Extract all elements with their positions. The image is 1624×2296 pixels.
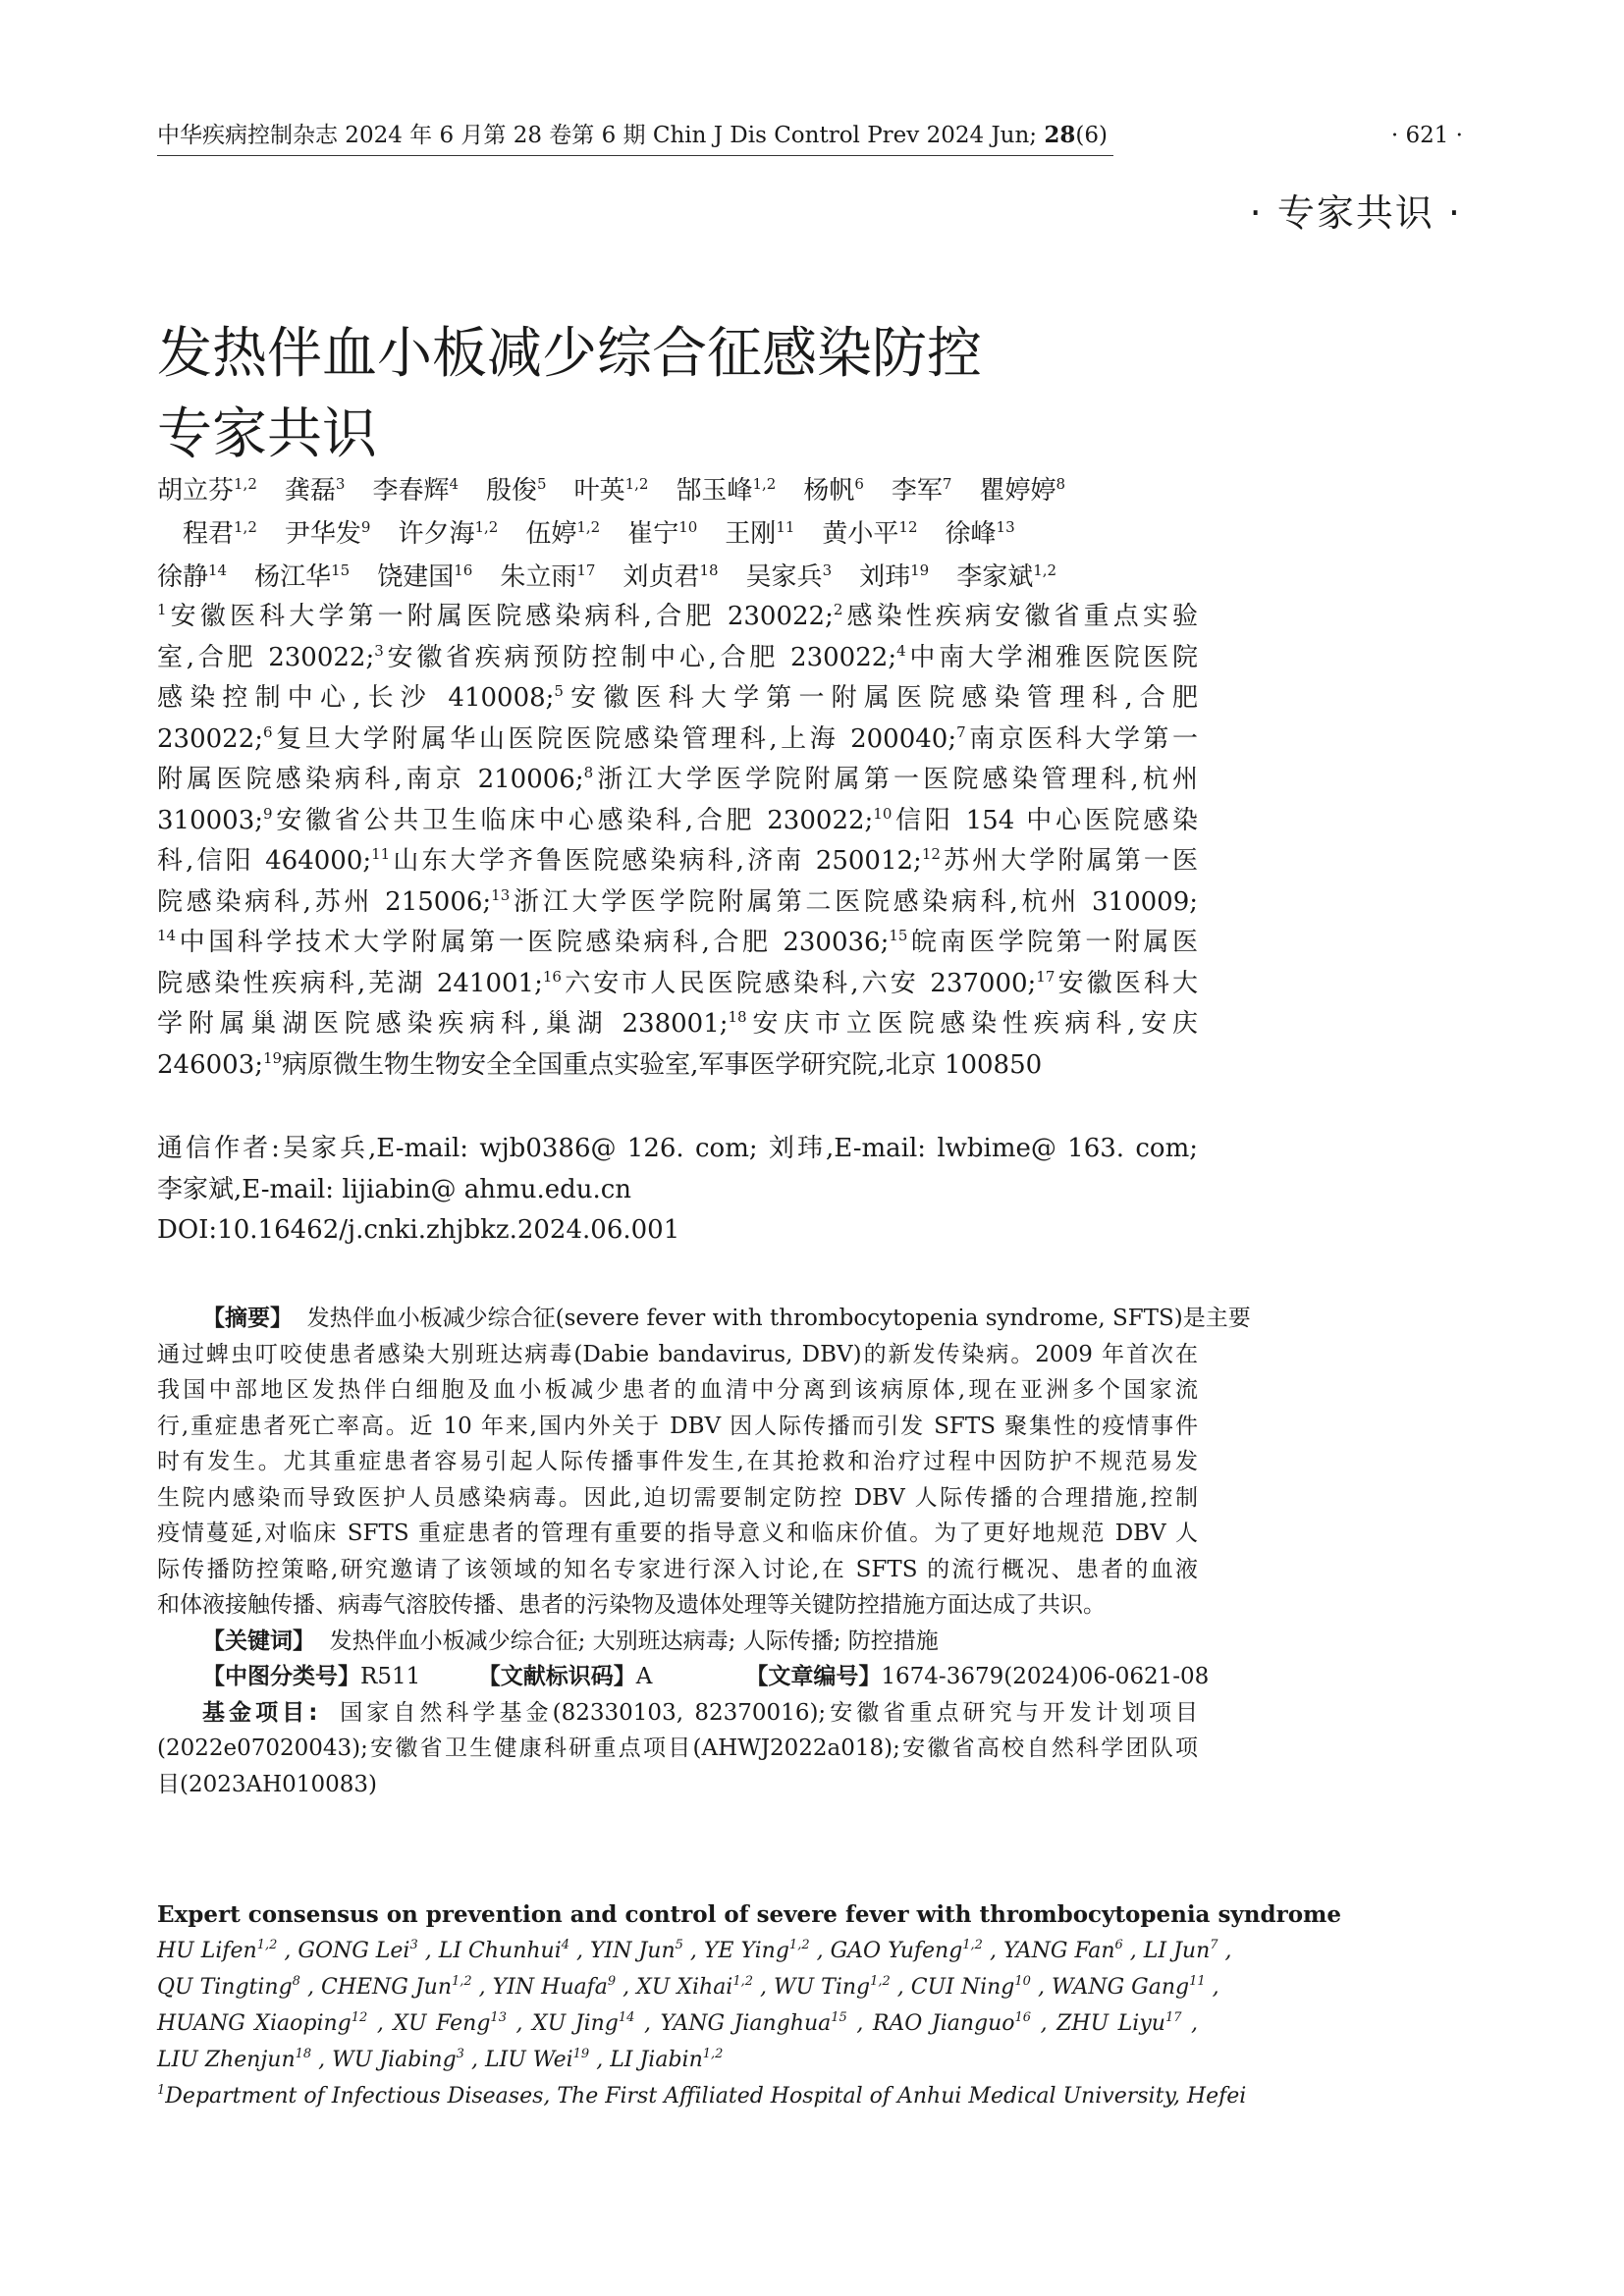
english-abstract-head <box>157 1896 1342 2114</box>
page-number: · 621 · <box>1390 123 1463 148</box>
english-author-name: RAO Jianguo$^{16}$ <box>872 2010 1032 2036</box>
affiliation-line: 230022;$^6$复旦大学附属华山医院医院感染管理科,上海 200040;$^7$南京医科大学第一 <box>157 722 1198 754</box>
author-name: 李春辉$^4$ <box>372 475 459 506</box>
fund-line: 基金项目: 国家自然科学基金(82330103, 82370016);安徽省重点研究与开发计划项目 <box>202 1699 1199 1726</box>
abstract-line: 疫情蔓延,对临床 SFTS 重症患者的管理有重要的指导意义和临床价值。为了更好地规范 DBV 人 <box>157 1521 1198 1546</box>
author-name: 郜玉峰$^{1,2}$ <box>676 475 777 506</box>
author-name: 徐静$^{14}$ <box>157 561 228 592</box>
running-header <box>157 116 1463 155</box>
author-name: 吴家兵$^3$ <box>745 561 833 592</box>
english-author-name: CHENG Jun$^{1,2}$ <box>320 1974 472 2000</box>
abstract-line: 时有发生。尤其重症患者容易引起人际传播事件发生,在其抢救和治疗过程中因防护不规范易发 <box>157 1449 1198 1474</box>
english-author-name: LI Chunhui$^4$ <box>438 1938 570 1963</box>
journal-citation: 中华疾病控制杂志 2024 年 6 月第 28 卷第 6 期 Chin J Dis Control Prev 2024 Jun; 28(6) <box>157 116 1113 156</box>
author-name: 饶建国$^{16}$ <box>377 561 473 592</box>
english-author-name: YANG Jianghua$^{15}$ <box>660 2010 847 2036</box>
english-author-name: GONG Lei$^3$ <box>298 1938 418 1963</box>
affiliation-line: $^1$安徽医科大学第一附属医院感染病科,合肥 230022;$^2$感染性疾病安徽省重点实验 <box>157 601 1198 631</box>
author-name: 王刚$^{11}$ <box>725 518 795 549</box>
english-author-name: XU Feng$^{13}$ <box>393 2010 507 2036</box>
author-row <box>157 469 1208 512</box>
author-name: 朱立雨$^{17}$ <box>500 561 596 592</box>
affiliation-line: $^{14}$中国科学技术大学附属第一医院感染病科,合肥 230036;$^{15}$皖南医学院第一附属医 <box>157 927 1198 957</box>
english-author-row: QU Tingting$^8$ , CHENG Jun$^{1,2}$ , YIN Huafa$^9$ , XU Xihai$^{1,2}$ , WU Ting$^{1,2}$ , CUI Ning$^{10}$ , WANG Gang$^{11}$ , <box>157 1974 1219 2000</box>
author-row <box>157 556 1208 599</box>
abstract-line: 际传播防控策略,研究邀请了该领域的知名专家进行深入讨论,在 SFTS 的流行概况、患者的血液 <box>157 1556 1198 1582</box>
english-author-row: HU Lifen$^{1,2}$ , GONG Lei$^3$ , LI Chunhui$^4$ , YIN Jun$^5$ , YE Ying$^{1,2}$ , GAO Yufeng$^{1,2}$ , YANG Fan$^6$ , LI Jun$^7$ , <box>157 1938 1232 1963</box>
affiliation-line: 附属医院感染病科,南京 210006;$^8$浙江大学医学院附属第一医院感染管理科,杭州 <box>157 764 1198 794</box>
affiliation-line: 科,信阳 464000;$^{11}$山东大学齐鲁医院感染病科,济南 250012;$^{12}$苏州大学附属第一医 <box>157 845 1198 876</box>
classification-row: 【中图分类号】R511 【文献标识码】A 【文章编号】1674-3679(2024)06-0621-08 <box>202 1664 1210 1689</box>
author-name: 伍婷$^{1,2}$ <box>525 518 601 549</box>
author-name: 徐峰$^{13}$ <box>945 518 1015 549</box>
author-name: 尹华发$^9$ <box>284 518 371 549</box>
abstract-line: 和体液接触传播、病毒气溶胶传播、患者的污染物及遗体处理等关键防控措施方面达成了共识。 <box>157 1592 1106 1618</box>
author-name: 殷俊$^5$ <box>486 475 547 506</box>
author-name: 程君$^{1,2}$ <box>183 518 257 549</box>
author-row <box>157 512 1208 556</box>
author-name: 龚磊$^3$ <box>284 475 346 506</box>
author-name: 杨江华$^{15}$ <box>254 561 351 592</box>
english-author-name: WU Ting$^{1,2}$ <box>774 1974 891 2000</box>
abstract-line: 我国中部地区发热伴白细胞及血小板减少患者的血清中分离到该病原体,现在亚洲多个国家流 <box>157 1377 1198 1403</box>
doi: DOI:10.16462/j.cnki.zhjbkz.2024.06.001 <box>157 1215 680 1245</box>
english-author-name: YE Ying$^{1,2}$ <box>703 1938 810 1963</box>
english-affiliation: $^1$Department of Infectious Diseases, The First Affiliated Hospital of Anhui Medical University, Hefei <box>157 2083 1247 2109</box>
english-author-list <box>157 1933 1232 2078</box>
affiliation-line: 310003;$^9$安徽省公共卫生临床中心感染科,合肥 230022;$^{10}$信阳 154 中心医院感染 <box>157 804 1199 835</box>
english-title: Expert consensus on prevention and control of severe fever with thrombocytopenia syndrome <box>157 1901 1342 1928</box>
english-author-name: CUI Ning$^{10}$ <box>910 1974 1031 2000</box>
author-name: 刘贞君$^{18}$ <box>623 561 719 592</box>
english-author-name: YANG Fan$^6$ <box>1002 1938 1123 1963</box>
affiliation-line: 246003;$^{19}$病原微生物生物安全全国重点实验室,军事医学研究院,北京 100850 <box>157 1048 1043 1080</box>
english-author-name: GAO Yufeng$^{1,2}$ <box>830 1938 983 1963</box>
fund-line: (2022e07020043);安徽省卫生健康科研重点项目(AHWJ2022a018);安徽省高校自然科学团队项 <box>157 1735 1198 1761</box>
affiliation-line: 感染控制中心,长沙 410008;$^5$安徽医科大学第一附属医院感染管理科,合肥 <box>157 682 1198 713</box>
english-author-name: XU Jing$^{14}$ <box>532 2010 635 2036</box>
abstract-line: 【摘要】 发热伴血小板减少综合征(severe fever with thrombocytopenia syndrome, SFTS)是主要 <box>202 1306 1251 1331</box>
affiliations <box>157 597 1198 1086</box>
english-author-name: XU Xihai$^{1,2}$ <box>636 1974 754 2000</box>
author-name: 崔宁$^{10}$ <box>627 518 698 549</box>
author-list <box>157 469 1208 599</box>
english-author-name: YIN Jun$^5$ <box>590 1938 683 1963</box>
english-author-name: HU Lifen$^{1,2}$ <box>157 1938 278 1963</box>
abstract-line: 行,重症患者死亡率高。近 10 年来,国内外关于 DBV 因人际传播而引发 SFTS 聚集性的疫情事件 <box>157 1413 1198 1439</box>
english-author-name: ZHU Liyu$^{17}$ <box>1056 2010 1182 2036</box>
english-author-name: LIU Zhenjun$^{18}$ <box>157 2047 312 2072</box>
english-author-name: YIN Huafa$^9$ <box>492 1974 617 2000</box>
affiliation-line: 学附属巢湖医院感染疾病科,巢湖 238001;$^{18}$安庆市立医院感染性疾病科,安庆 <box>157 1008 1199 1039</box>
author-name: 李军$^7$ <box>891 475 952 506</box>
english-author-name: WANG Gang$^{11}$ <box>1051 1974 1206 2000</box>
author-name: 黄小平$^{12}$ <box>822 518 918 549</box>
article-title: 发热伴血小板减少综合征感染防控 专家共识 <box>157 321 982 466</box>
author-name: 刘玮$^{19}$ <box>859 561 930 592</box>
english-author-name: LI Jun$^7$ <box>1143 1938 1218 1963</box>
english-author-name: LI Jiabin$^{1,2}$ <box>610 2047 724 2072</box>
section-label: · 专家共识 · <box>1249 191 1462 235</box>
author-name: 杨帆$^6$ <box>803 475 864 506</box>
author-name: 叶英$^{1,2}$ <box>573 475 649 506</box>
affiliation-line: 室,合肥 230022;$^3$安徽省疾病预防控制中心,合肥 230022;$^4$中南大学湘雅医院医院 <box>157 641 1198 672</box>
english-author-row: HUANG Xiaoping$^{12}$ , XU Feng$^{13}$ , XU Jing$^{14}$ , YANG Jianghua$^{15}$ , RAO Jianguo$^{16}$ , ZHU Liyu$^{17}$ , <box>157 2010 1199 2036</box>
abstract-line: 通过蜱虫叮咬使患者感染大别班达病毒(Dabie bandavirus, DBV)的新发传染病。2009 年首次在 <box>157 1341 1198 1367</box>
affiliation-line: 院感染性疾病科,芜湖 241001;$^{16}$六安市人民医院感染科,六安 237000;$^{17}$安徽医科大 <box>157 967 1198 998</box>
english-author-row: LIU Zhenjun$^{18}$ , WU Jiabing$^3$ , LIU Wei$^{19}$ , LI Jiabin$^{1,2}$ <box>157 2047 724 2072</box>
abstract <box>157 1301 1251 1802</box>
author-name: 李家斌$^{1,2}$ <box>956 561 1057 592</box>
author-name: 胡立芬$^{1,2}$ <box>157 475 257 506</box>
keywords: 【关键词】 发热伴血小板减少综合征; 大别班达病毒; 人际传播; 防控措施 <box>202 1628 939 1654</box>
fund-line: 目(2023AH010083) <box>157 1771 377 1797</box>
correspondence <box>157 1129 1198 1252</box>
english-author-name: LIU Wei$^{19}$ <box>484 2047 590 2072</box>
abstract-line: 生院内感染而导致医护人员感染病毒。因此,迫切需要制定防控 DBV 人际传播的合理措施,控制 <box>157 1484 1198 1511</box>
english-author-name: WU Jiabing$^3$ <box>332 2047 464 2072</box>
affiliation-line: 院感染病科,苏州 215006;$^{13}$浙江大学医学院附属第二医院感染病科,杭州 310009; <box>157 885 1198 917</box>
corresponding-authors-cont: 李家斌,E-mail: lijiabin@ ahmu.edu.cn <box>157 1174 632 1204</box>
english-author-name: QU Tingting$^8$ <box>157 1974 300 2000</box>
english-author-name: HUANG Xiaoping$^{12}$ <box>157 2010 368 2036</box>
author-name: 许夕海$^{1,2}$ <box>398 518 499 549</box>
author-name: 瞿婷婷$^8$ <box>979 475 1065 506</box>
corresponding-authors: 通信作者:吴家兵,E-mail: wjb0386@ 126. com; 刘玮,E-mail: lwbime@ 163. com; <box>157 1134 1198 1163</box>
